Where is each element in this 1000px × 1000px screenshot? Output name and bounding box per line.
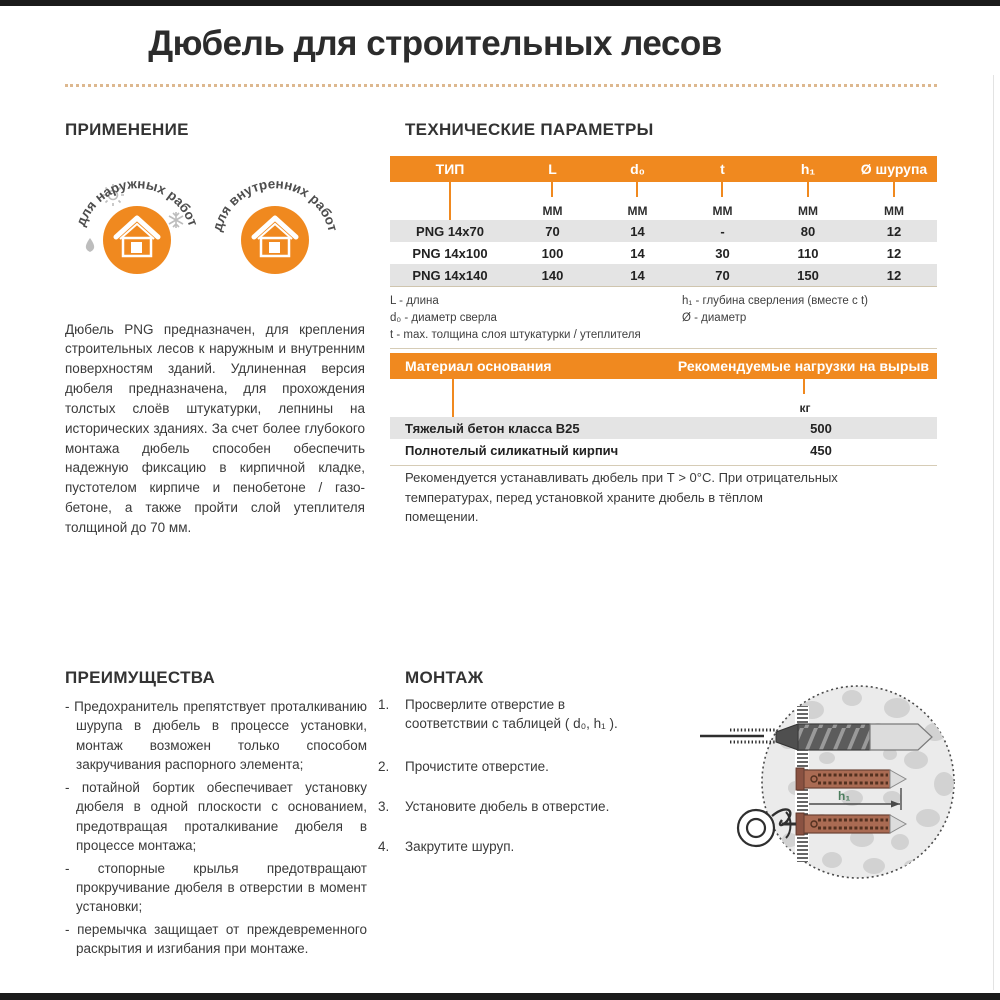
col-header-material: Материал основания (405, 358, 552, 374)
tech-params-table (390, 156, 937, 349)
tech-table-body (390, 220, 937, 286)
unit-mm: ММ (798, 204, 818, 218)
table-row: Тяжелый бетон класса B25 500 (390, 417, 937, 439)
installation-step: 2. Прочистите отверстие. (378, 758, 549, 774)
installation-steps (378, 696, 650, 877)
column-tick (636, 182, 638, 197)
table-row: PNG 14x140 140 14 70 150 12 (390, 264, 937, 286)
advantage-item: - потайной бортик обеспечивает установку дюбеля в одной плоскости с основанием, предотвращая проталкивание дюбеля в процессе монтажа; (65, 779, 367, 854)
col-header-loads: Рекомендуемые нагрузки на вырыв (677, 358, 929, 374)
outdoor-use-badge (68, 158, 204, 294)
col-header-type: ТИП (435, 161, 465, 177)
unit-kg: кг (799, 401, 811, 415)
column-tick (807, 182, 809, 197)
loads-units-row (390, 379, 937, 417)
installation-step: 4. Закрутите шуруп. (378, 838, 515, 854)
bottom-letterbox-bar (0, 993, 1000, 1000)
advantage-item: - перемычка защищает от преждевременного раскрытия и изгибания при монтаже. (65, 921, 367, 957)
col-header-t: t (720, 161, 725, 177)
advantages-heading: ПРЕИМУЩЕСТВА (65, 668, 216, 687)
surface-reference-line (700, 730, 776, 742)
raindrop-icon (86, 238, 94, 252)
title-dotted-rule (65, 84, 937, 87)
tech-table-units-row (390, 182, 937, 220)
h1-label: h₁ (838, 789, 851, 803)
legend-item: h₁ - глубина сверления (вместе с t) (682, 295, 868, 307)
advantage-item: - стопорные крылья предотвращают прокручивание дюбеля в отверстии в момент установки; (65, 860, 367, 915)
top-letterbox-bar (0, 0, 1000, 6)
column-tick (551, 182, 553, 197)
col-header-h1: h₁ (800, 161, 816, 177)
table-row: PNG 14x100 100 14 30 110 12 (412, 245, 902, 261)
legend-item: L - длина (390, 295, 439, 307)
column-tick (452, 379, 454, 417)
badge-curved-label: для наружных работ (73, 176, 201, 229)
unit-mm: ММ (542, 204, 563, 218)
col-header-d0: d₀ (630, 161, 645, 177)
indoor-use-badge (206, 158, 342, 294)
column-tick (803, 379, 805, 394)
application-heading: ПРИМЕНЕНИЕ (65, 120, 189, 139)
installation-heading: МОНТАЖ (405, 668, 484, 687)
unit-mm: ММ (712, 204, 733, 218)
table-row: Полнотелый силикатный кирпич 450 (405, 442, 832, 458)
legend-item: t - max. толщина слоя штукатурки / утеплителя (390, 329, 641, 341)
table-bottom-rule (390, 286, 937, 287)
installation-step: 1. Просверлите отверстие в соответствии с таблицей ( d₀, h₁ ). (378, 697, 618, 731)
col-header-L: L (548, 161, 557, 177)
loads-bottom-rule (390, 465, 937, 466)
col-header-screw-diameter: Ø шурупа (860, 161, 928, 177)
legend-item: Ø - диаметр (682, 312, 747, 324)
unit-mm: ММ (627, 204, 648, 218)
loads-table-header (390, 353, 937, 379)
tech-table-header (390, 156, 937, 182)
table-row: PNG 14x70 70 14 - 80 12 (390, 220, 937, 242)
drill-bit-icon (776, 724, 932, 750)
temperature-note: Рекомендуется устанавливать дюбель при Т > 0°С. При отрицательных температурах, перед установкой храните дюбель в тёплом помещении. (405, 470, 838, 524)
unit-mm: ММ (884, 204, 904, 218)
installation-diagram (692, 680, 967, 888)
advantage-item: - Предохранитель препятствует проталкиванию шурупа в дюбель в процессе установки, монтаж возможен только способом закручивания распорного элемента; (65, 699, 367, 773)
advantages-list (65, 697, 367, 962)
dowel-icon (796, 768, 906, 790)
column-tick (893, 182, 895, 197)
dowel-icon (796, 813, 906, 835)
application-badges (68, 158, 342, 294)
column-tick (721, 182, 723, 197)
loads-table (390, 353, 937, 466)
page-title: Дюбель для строительных лесов (148, 24, 722, 63)
installation-step: 3. Установите дюбель в отверстие. (378, 798, 610, 814)
badge-curved-label: для внутренних работ (209, 176, 341, 233)
page-edge-line (993, 75, 994, 990)
application-paragraph: Дюбель PNG предназначен, для крепления строительных лесов к наружным и внутренним поверхностям зданий. Удлиненная версия дюбеля предназначена, для прохождения толстых слоёв штукатурки, лепнины на исторических зданиях. За счет более глубокого монтажа дюбель способен обеспечить надежную фиксацию в кирпичной кладке, пустотелом кирпиче и пенобетоне / газо-бетоне, а также пройти слой утеплителя толщиной до 70 мм. (65, 321, 365, 535)
loads-table-body (390, 417, 937, 461)
tech-params-heading: ТЕХНИЧЕСКИЕ ПАРАМЕТРЫ (405, 120, 654, 139)
tech-table-legend (390, 293, 937, 344)
legend-bottom-rule (390, 348, 937, 349)
legend-item: d₀ - диаметр сверла (390, 312, 497, 324)
